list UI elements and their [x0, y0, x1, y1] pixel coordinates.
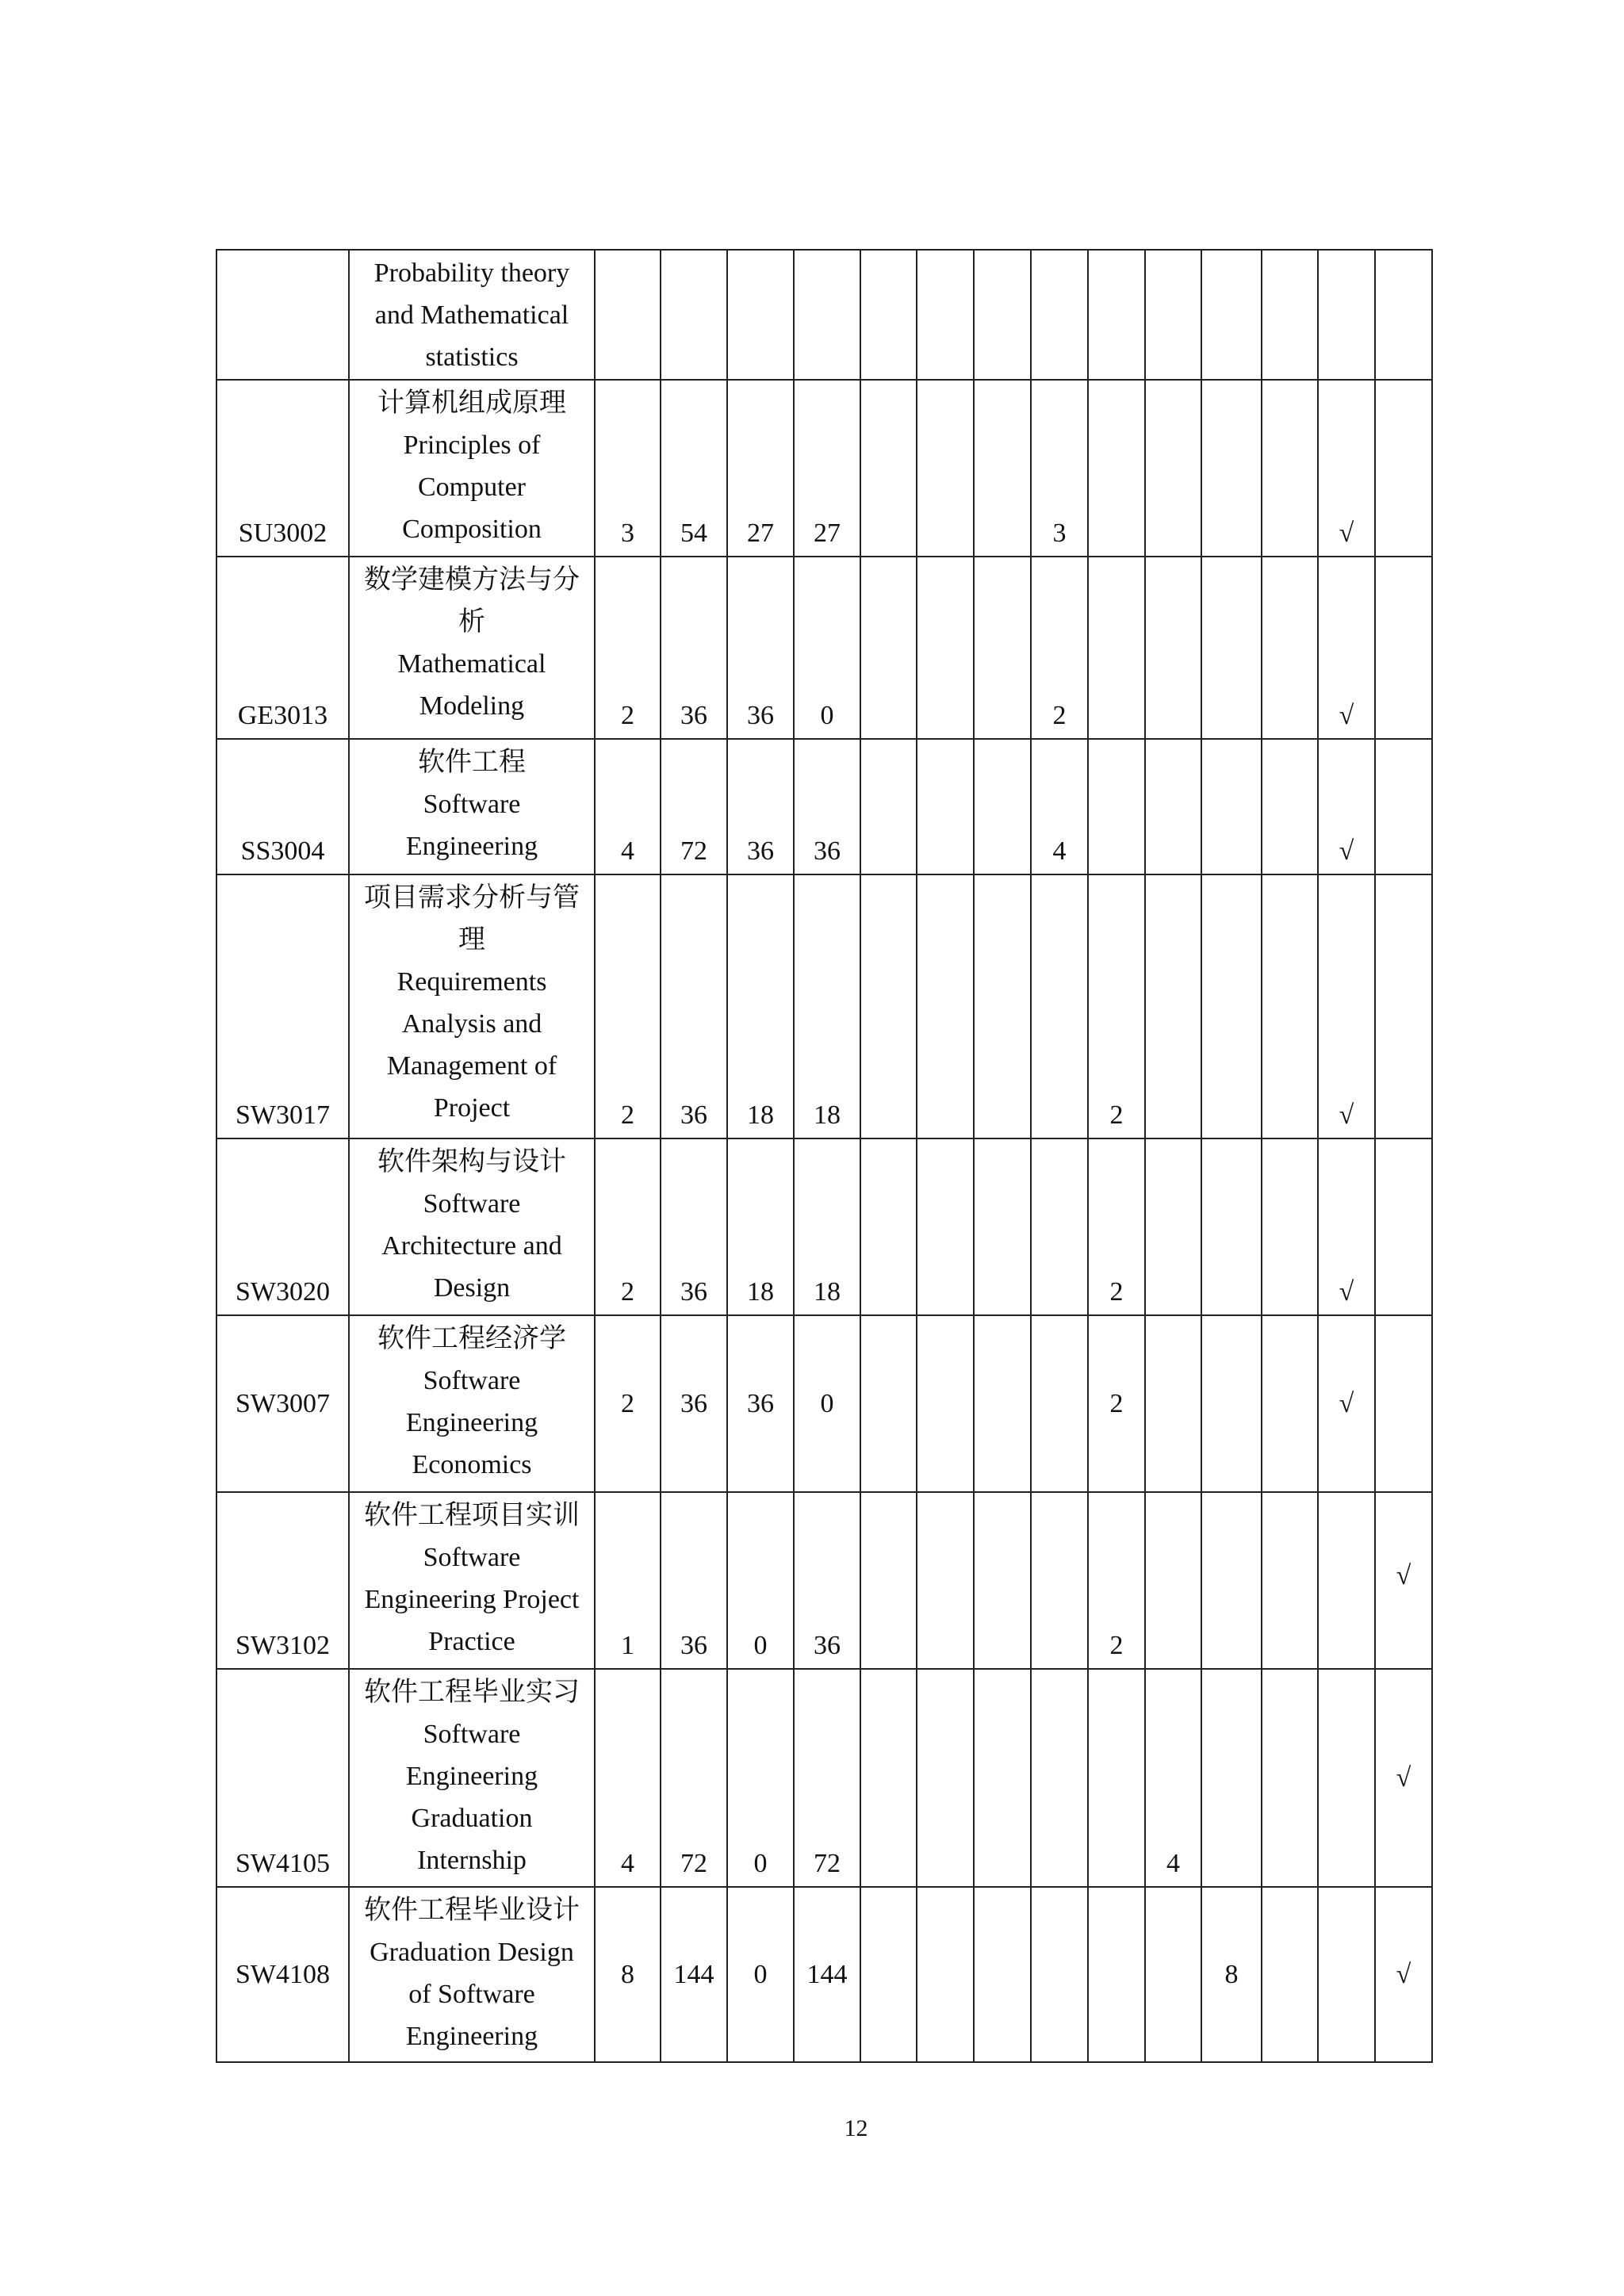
semester-5-cell: 2	[1088, 1492, 1145, 1669]
total-hours-cell: 72	[661, 739, 727, 874]
practice-hours-cell: 18	[794, 1138, 860, 1315]
semester-6-cell	[1145, 1887, 1201, 2062]
semester-3-cell	[974, 1492, 1031, 1669]
course-name-cell	[349, 739, 595, 874]
semester-7-cell	[1201, 874, 1262, 1138]
course-name-line: 析	[458, 607, 485, 637]
course-name-cell	[349, 557, 595, 739]
theory-hours-cell: 0	[727, 1887, 794, 2062]
semester-2-cell	[917, 1887, 974, 2062]
semester-6-cell	[1145, 557, 1201, 739]
course-code-cell: GE3013	[216, 557, 349, 739]
course-name-line: 软件架构与设计	[377, 1147, 566, 1177]
theory-hours-cell: 0	[727, 1669, 794, 1887]
course-code-cell: SW3017	[216, 874, 349, 1138]
course-name-line: Engineering	[405, 832, 538, 861]
course-name-cell	[349, 250, 595, 380]
course-name-line: 软件工程经济学	[377, 1324, 566, 1353]
credits-cell: 3	[595, 380, 661, 557]
semester-2-cell	[917, 1669, 974, 1887]
semester-6-cell	[1145, 380, 1201, 557]
elective-check-cell	[1375, 250, 1432, 380]
semester-5-cell: 2	[1088, 1138, 1145, 1315]
semester-3-cell	[974, 1138, 1031, 1315]
semester-3-cell	[974, 380, 1031, 557]
course-name-line: Engineering	[405, 2022, 538, 2051]
semester-5-cell: 2	[1088, 1315, 1145, 1492]
semester-5-cell	[1088, 557, 1145, 739]
total-hours-cell: 36	[661, 557, 727, 739]
credits-cell: 2	[595, 1138, 661, 1315]
semester-2-cell	[917, 250, 974, 380]
semester-7-cell	[1201, 1669, 1262, 1887]
table-row	[216, 874, 1432, 1138]
semester-3-cell	[974, 874, 1031, 1138]
semester-8-cell	[1262, 1887, 1318, 2062]
course-name-cell	[349, 1492, 595, 1669]
semester-2-cell	[917, 1315, 974, 1492]
required-check-cell: √	[1318, 557, 1375, 739]
theory-hours-cell: 0	[727, 1492, 794, 1669]
semester-1-cell	[860, 1887, 917, 2062]
total-hours-cell	[661, 250, 727, 380]
practice-hours-cell: 36	[794, 1492, 860, 1669]
table-row	[216, 1315, 1432, 1492]
semester-4-cell	[1031, 1492, 1088, 1669]
practice-hours-cell	[794, 250, 860, 380]
total-hours-cell: 54	[661, 380, 727, 557]
course-name-line: Mathematical	[397, 649, 546, 679]
total-hours-cell: 72	[661, 1669, 727, 1887]
semester-8-cell	[1262, 557, 1318, 739]
semester-4-cell	[1031, 1669, 1088, 1887]
semester-7-cell	[1201, 557, 1262, 739]
total-hours-cell: 144	[661, 1887, 727, 2062]
course-name-line: Graduation Design	[370, 1938, 574, 1967]
course-name-line: Architecture and	[381, 1231, 562, 1261]
semester-2-cell	[917, 739, 974, 874]
semester-3-cell	[974, 250, 1031, 380]
course-name-line: 软件工程	[418, 748, 526, 777]
course-name-line: Engineering	[405, 1408, 538, 1437]
practice-hours-cell: 27	[794, 380, 860, 557]
course-name-line: Graduation	[411, 1804, 533, 1833]
elective-check-cell	[1375, 557, 1432, 739]
credits-cell: 2	[595, 557, 661, 739]
semester-2-cell	[917, 1492, 974, 1669]
semester-4-cell	[1031, 874, 1088, 1138]
course-name-cell	[349, 1669, 595, 1887]
semester-1-cell	[860, 1492, 917, 1669]
semester-7-cell	[1201, 380, 1262, 557]
course-name-line: Principles of	[403, 430, 541, 460]
theory-hours-cell: 27	[727, 380, 794, 557]
course-name-line: of Software	[408, 1980, 535, 2009]
course-name-line: 理	[458, 925, 485, 955]
course-code-cell: SW3007	[216, 1315, 349, 1492]
course-name-line: Modeling	[419, 691, 525, 721]
course-name-line: Probability theory	[373, 258, 570, 288]
semester-5-cell	[1088, 1887, 1145, 2062]
semester-6-cell	[1145, 874, 1201, 1138]
credits-cell	[595, 250, 661, 380]
required-check-cell: √	[1318, 1138, 1375, 1315]
theory-hours-cell: 36	[727, 1315, 794, 1492]
table-row	[216, 250, 1432, 380]
semester-1-cell	[860, 557, 917, 739]
practice-hours-cell: 36	[794, 739, 860, 874]
semester-2-cell	[917, 1138, 974, 1315]
semester-8-cell	[1262, 1669, 1318, 1887]
course-code-cell: SW3020	[216, 1138, 349, 1315]
semester-6-cell	[1145, 250, 1201, 380]
course-code-cell: SW4105	[216, 1669, 349, 1887]
elective-check-cell	[1375, 1315, 1432, 1492]
semester-5-cell: 2	[1088, 874, 1145, 1138]
semester-5-cell	[1088, 739, 1145, 874]
semester-4-cell	[1031, 1887, 1088, 2062]
course-code-cell	[216, 250, 349, 380]
table-row	[216, 557, 1432, 739]
semester-4-cell	[1031, 1138, 1088, 1315]
semester-6-cell	[1145, 1138, 1201, 1315]
semester-5-cell	[1088, 380, 1145, 557]
practice-hours-cell: 0	[794, 557, 860, 739]
semester-8-cell	[1262, 250, 1318, 380]
elective-check-cell: √	[1375, 1887, 1432, 2062]
table-row	[216, 380, 1432, 557]
course-name-line: Software	[423, 1720, 521, 1749]
semester-3-cell	[974, 557, 1031, 739]
semester-4-cell: 4	[1031, 739, 1088, 874]
table-row	[216, 1492, 1432, 1669]
course-name-line: 数学建模方法与分	[364, 565, 580, 595]
table-body	[216, 250, 1432, 2062]
total-hours-cell: 36	[661, 1492, 727, 1669]
credits-cell: 2	[595, 874, 661, 1138]
required-check-cell	[1318, 1492, 1375, 1669]
course-name-line: Practice	[428, 1627, 515, 1656]
course-name-line: Project	[433, 1093, 511, 1123]
elective-check-cell: √	[1375, 1669, 1432, 1887]
course-name-line: 软件工程项目实训	[364, 1501, 580, 1530]
course-name-line: Composition	[402, 515, 542, 544]
semester-6-cell	[1145, 1315, 1201, 1492]
required-check-cell: √	[1318, 380, 1375, 557]
semester-5-cell	[1088, 250, 1145, 380]
course-name-line: Software	[423, 1189, 521, 1219]
required-check-cell	[1318, 250, 1375, 380]
total-hours-cell: 36	[661, 1315, 727, 1492]
semester-7-cell	[1201, 1138, 1262, 1315]
elective-check-cell	[1375, 874, 1432, 1138]
course-name-line: Economics	[412, 1450, 532, 1479]
semester-7-cell	[1201, 1315, 1262, 1492]
course-name-line: Internship	[417, 1846, 527, 1875]
course-name-cell	[349, 874, 595, 1138]
total-hours-cell: 36	[661, 874, 727, 1138]
theory-hours-cell: 36	[727, 557, 794, 739]
theory-hours-cell: 18	[727, 874, 794, 1138]
semester-4-cell	[1031, 1315, 1088, 1492]
semester-1-cell	[860, 1138, 917, 1315]
table-row	[216, 739, 1432, 874]
practice-hours-cell: 72	[794, 1669, 860, 1887]
course-name-line: Computer	[418, 473, 526, 502]
course-name-line: 计算机组成原理	[377, 388, 566, 418]
required-check-cell: √	[1318, 1315, 1375, 1492]
semester-1-cell	[860, 380, 917, 557]
course-name-line: Analysis and	[401, 1009, 542, 1039]
semester-1-cell	[860, 1315, 917, 1492]
semester-7-cell	[1201, 739, 1262, 874]
table-row	[216, 1669, 1432, 1887]
semester-7-cell	[1201, 1492, 1262, 1669]
credits-cell: 8	[595, 1887, 661, 2062]
practice-hours-cell: 144	[794, 1887, 860, 2062]
course-name-cell	[349, 1315, 595, 1492]
semester-3-cell	[974, 1315, 1031, 1492]
required-check-cell	[1318, 1887, 1375, 2062]
elective-check-cell: √	[1375, 1492, 1432, 1669]
semester-1-cell	[860, 874, 917, 1138]
semester-8-cell	[1262, 874, 1318, 1138]
required-check-cell	[1318, 1669, 1375, 1887]
semester-3-cell	[974, 1887, 1031, 2062]
theory-hours-cell	[727, 250, 794, 380]
course-name-line: 软件工程毕业实习	[364, 1678, 580, 1707]
course-name-cell	[349, 1138, 595, 1315]
semester-6-cell	[1145, 739, 1201, 874]
course-name-line: Requirements	[396, 967, 547, 997]
course-name-line: Software	[423, 1543, 521, 1572]
theory-hours-cell: 18	[727, 1138, 794, 1315]
semester-8-cell	[1262, 1492, 1318, 1669]
semester-2-cell	[917, 380, 974, 557]
semester-4-cell: 3	[1031, 380, 1088, 557]
table-row	[216, 1887, 1432, 2062]
elective-check-cell	[1375, 739, 1432, 874]
course-code-cell: SW3102	[216, 1492, 349, 1669]
semester-6-cell: 4	[1145, 1669, 1201, 1887]
credits-cell: 1	[595, 1492, 661, 1669]
semester-1-cell	[860, 739, 917, 874]
course-name-line: 项目需求分析与管	[364, 883, 580, 913]
required-check-cell: √	[1318, 874, 1375, 1138]
course-code-cell: SU3002	[216, 380, 349, 557]
credits-cell: 4	[595, 1669, 661, 1887]
course-name-line: and Mathematical	[374, 300, 569, 330]
course-code-cell: SW4108	[216, 1887, 349, 2062]
course-code-cell: SS3004	[216, 739, 349, 874]
semester-8-cell	[1262, 1138, 1318, 1315]
course-name-line: Software	[423, 1366, 521, 1395]
course-name-line: 软件工程毕业设计	[364, 1896, 580, 1925]
practice-hours-cell: 0	[794, 1315, 860, 1492]
semester-3-cell	[974, 1669, 1031, 1887]
page-number: 12	[844, 2115, 868, 2141]
course-name-cell	[349, 1887, 595, 2062]
course-name-line: statistics	[425, 342, 519, 372]
course-name-line: Design	[433, 1273, 511, 1303]
practice-hours-cell: 18	[794, 874, 860, 1138]
course-name-line: Management of	[386, 1051, 557, 1081]
semester-2-cell	[917, 557, 974, 739]
theory-hours-cell: 36	[727, 739, 794, 874]
elective-check-cell	[1375, 380, 1432, 557]
course-name-line: Engineering Project	[364, 1585, 580, 1614]
semester-2-cell	[917, 874, 974, 1138]
semester-1-cell	[860, 1669, 917, 1887]
course-name-line: Engineering	[405, 1762, 538, 1791]
elective-check-cell	[1375, 1138, 1432, 1315]
semester-4-cell: 2	[1031, 557, 1088, 739]
semester-3-cell	[974, 739, 1031, 874]
semester-8-cell	[1262, 739, 1318, 874]
course-name-cell	[349, 380, 595, 557]
credits-cell: 4	[595, 739, 661, 874]
semester-6-cell	[1145, 1492, 1201, 1669]
semester-7-cell	[1201, 250, 1262, 380]
semester-8-cell	[1262, 380, 1318, 557]
course-table	[216, 249, 1433, 2063]
table-row	[216, 1138, 1432, 1315]
total-hours-cell: 36	[661, 1138, 727, 1315]
semester-4-cell	[1031, 250, 1088, 380]
credits-cell: 2	[595, 1315, 661, 1492]
required-check-cell: √	[1318, 739, 1375, 874]
semester-5-cell	[1088, 1669, 1145, 1887]
semester-7-cell: 8	[1201, 1887, 1262, 2062]
semester-1-cell	[860, 250, 917, 380]
course-name-line: Software	[423, 790, 521, 819]
semester-8-cell	[1262, 1315, 1318, 1492]
